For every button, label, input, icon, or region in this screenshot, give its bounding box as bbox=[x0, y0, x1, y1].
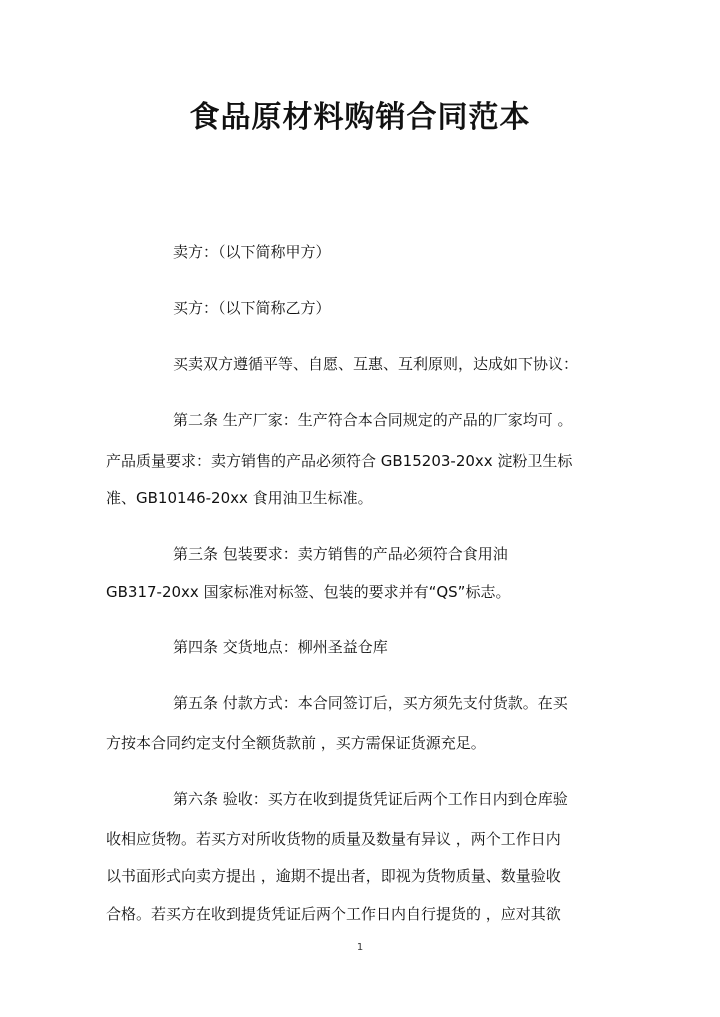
article6-line-2: 收相应货物。若买方对所收货物的质量及数量有异议 ，两个工作日内 bbox=[106, 830, 561, 848]
article2-line-3: 准、GB10146-20xx 食用油卫生标准。 bbox=[106, 489, 373, 507]
article6-line-4: 合格。若买方在收到提货凭证后两个工作日内自行提货的 ，应对其欲 bbox=[106, 905, 561, 923]
page-number: 1 bbox=[356, 942, 364, 953]
article5-line-2: 方按本合同约定支付全额货款前 ，买方需保证货源充足。 bbox=[106, 734, 486, 752]
article4-line: 第四条 交货地点：柳州圣益仓库 bbox=[173, 638, 388, 656]
article3-line-2: GB317-20xx 国家标准对标签、包装的要求并有“QS”标志。 bbox=[106, 583, 511, 601]
article5-line-1: 第五条 付款方式：本合同签订后，买方须先支付货款。在买 bbox=[173, 694, 568, 712]
article2-line-1: 第二条 生产厂家：生产符合本合同规定的产品的厂家均可 。 bbox=[173, 411, 573, 429]
article3-line-1: 第三条 包装要求：卖方销售的产品必须符合食用油 bbox=[173, 545, 508, 563]
article2-line-2: 产品质量要求：卖方销售的产品必须符合 GB15203-20xx 淀粉卫生标 bbox=[106, 452, 573, 470]
article6-line-3: 以书面形式向卖方提出 ，逾期不提出者，即视为货物质量、数量验收 bbox=[106, 867, 561, 885]
article6-line-1: 第六条 验收：买方在收到提货凭证后两个工作日内到仓库验 bbox=[173, 790, 568, 808]
intro-paragraph: 买卖双方遵循平等、自愿、互惠、互利原则，达成如下协议： bbox=[173, 355, 579, 373]
document-title: 食品原材料购销合同范本 bbox=[189, 100, 531, 135]
seller-line: 卖方：（以下简称甲方） bbox=[173, 243, 331, 261]
buyer-line: 买方：（以下简称乙方） bbox=[173, 299, 331, 317]
